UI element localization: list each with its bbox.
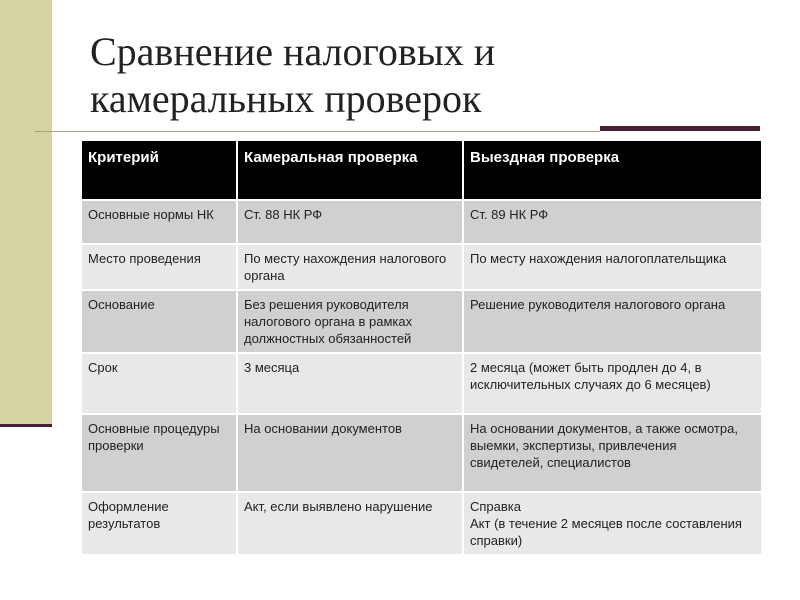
cell-desk-audit: Без решения руководителя налогового органа в рамках должностных обязанностей	[237, 290, 463, 353]
cell-field-audit: По месту нахождения налогоплательщика	[463, 244, 762, 290]
table-row	[81, 290, 762, 353]
slide-title	[90, 28, 730, 122]
cell-desk-audit: Акт, если выявлено нарушение	[237, 492, 463, 555]
cell-field-audit: 2 месяца (может быть продлен до 4, в исключительных случаях до 6 месяцев)	[463, 353, 762, 414]
table-row	[81, 200, 762, 244]
cell-criterion: Оформление результатов	[81, 492, 237, 555]
cell-field-audit: На основании документов, а также осмотра, выемки, экспертизы, привлечения свидетелей, специалистов	[463, 414, 762, 492]
table-row	[81, 492, 762, 555]
cell-line: Справка	[470, 499, 521, 514]
side-decor-rule	[0, 424, 52, 427]
title-line-2: камеральных проверок	[90, 76, 482, 121]
cell-criterion: Основание	[81, 290, 237, 353]
cell-desk-audit: Ст. 88 НК РФ	[237, 200, 463, 244]
cell-desk-audit: На основании документов	[237, 414, 463, 492]
header-criterion: Критерий	[81, 140, 237, 200]
cell-criterion: Основные процедуры проверки	[81, 414, 237, 492]
cell-desk-audit: 3 месяца	[237, 353, 463, 414]
table-row	[81, 244, 762, 290]
table-row	[81, 414, 762, 492]
comparison-table	[80, 139, 763, 556]
cell-desk-audit: По месту нахождения налогового органа	[237, 244, 463, 290]
cell-criterion: Место проведения	[81, 244, 237, 290]
cell-criterion: Основные нормы НК	[81, 200, 237, 244]
cell-criterion: Срок	[81, 353, 237, 414]
title-line-1: Сравнение налоговых и	[90, 29, 496, 74]
table-header-row	[81, 140, 762, 200]
cell-field-audit: Решение руководителя налогового органа	[463, 290, 762, 353]
cell-line: Акт (в течение 2 месяцев после составления справки)	[470, 516, 742, 548]
title-accent-bar	[600, 126, 760, 131]
cell-field-audit	[463, 492, 762, 555]
header-desk-audit: Камеральная проверка	[237, 140, 463, 200]
side-decor-panel	[0, 0, 52, 425]
table-row	[81, 353, 762, 414]
header-field-audit: Выездная проверка	[463, 140, 762, 200]
cell-field-audit: Ст. 89 НК РФ	[463, 200, 762, 244]
title-underline	[35, 131, 600, 132]
